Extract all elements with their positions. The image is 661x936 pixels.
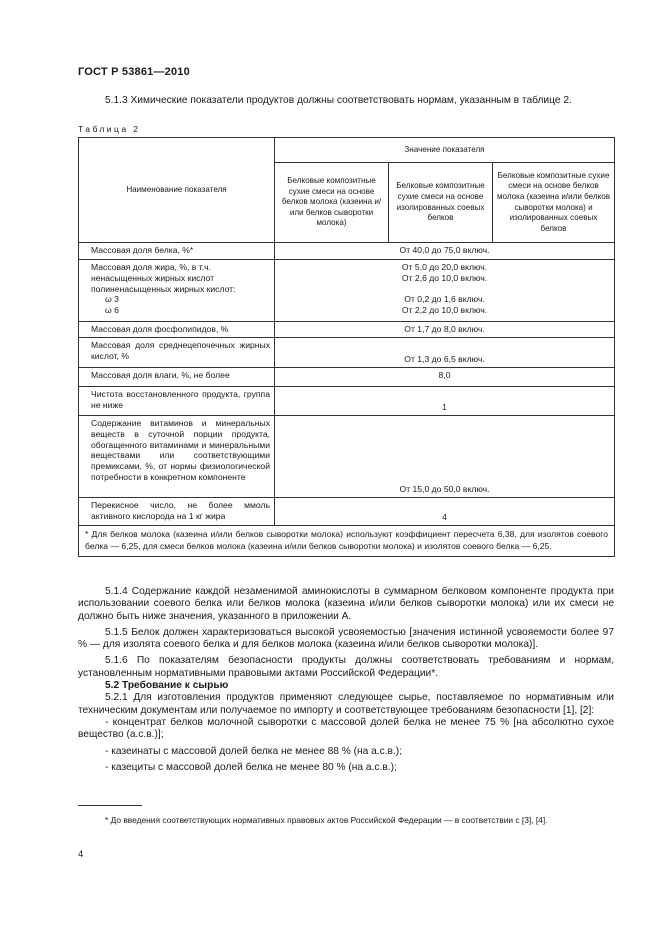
- footnote: * До введения соответствующих нормативных правовых актов Российской Федерации — в соответствии с [3], [4].: [105, 815, 548, 825]
- row-purity-label: Чистота восстановленного продукта, группа не ниже: [91, 389, 270, 410]
- row-peroxide-name: [79, 498, 275, 526]
- fat-total-value: От 5,0 до 20,0 включ.: [401, 262, 488, 272]
- table-row: [79, 368, 615, 387]
- row-purity-value: 1: [275, 387, 615, 416]
- subheader-milk-protein: Белковые композитные сухие смеси на основе белков молока (казеина и/или белков сыворотки молока): [275, 163, 389, 243]
- table-row: [79, 260, 615, 322]
- clause-5-2-1: 5.2.1 Для изготовления продуктов применяют следующее сырье, поставляемое по нормативным или техническим документам или получаемое по импорту и соответствующее требованиям безопасности [1], [2]:: [78, 692, 614, 716]
- header-indicator-name: Наименование показателя: [79, 138, 275, 243]
- list-item: - казеинаты с массовой долей белка не менее 88 % (на а.с.в.);: [105, 745, 403, 757]
- list-item: - казециты с массовой долей белка не менее 80 % (на а.с.в.);: [105, 761, 397, 773]
- header-indicator-value: Значение показателя: [275, 138, 615, 163]
- row-peroxide-label: Перекисное число, не более ммоль активного кислорода на 1 кг жира: [91, 500, 270, 521]
- row-purity-name: [79, 387, 275, 416]
- table-row: [79, 243, 615, 260]
- row-moisture-name: Массовая доля влаги, %, не более: [79, 368, 275, 387]
- table-header-row: [79, 138, 615, 163]
- list-item: - концентрат белков молочной сыворотки с массовой долей белка не менее 75 % [на абсолютно сухое вещество (а.с.в.)];: [78, 716, 614, 741]
- row-mct-value: От 1,3 до 6,5 включ.: [275, 338, 615, 368]
- row-mct-label: Массовая доля среднецепочечных жирных кислот, %: [91, 340, 270, 361]
- table-row: [79, 322, 615, 338]
- row-moisture-value: 8,0: [275, 368, 615, 387]
- row-vitamins-name: [79, 416, 275, 498]
- omega-3-value: От 0,2 до 1,6 включ.: [404, 294, 485, 305]
- subheader-mixed-protein: Белковые композитные сухие смеси на основе белков молока (казеина и/или белков сыворотки молока) и изолированных соевых белков: [493, 163, 615, 243]
- table-row: [79, 387, 615, 416]
- row-protein-value: От 40,0 до 75,0 включ.: [275, 243, 615, 260]
- table-row: [79, 416, 615, 498]
- row-phospholipids-name: Массовая доля фосфолипидов, %: [79, 322, 275, 338]
- clause-5-1-6: 5.1.6 По показателям безопасности продукты должны соответствовать требованиям и нормам, установленным нормативными правовыми актами Российской Федерации*.: [78, 655, 614, 679]
- table-note-row: [79, 526, 615, 557]
- clause-5-1-4: 5.1.4 Содержание каждой незаменимой аминокислоты в суммарном белковом компоненте продукта при использовании соевого белка или белков молока (казеина и/или белков сыворотки молока) или их смеси не должно быть ниже значения, указанного в приложении А.: [78, 586, 614, 622]
- document-header: ГОСТ Р 53861—2010: [78, 66, 190, 78]
- clause-5-1-3: 5.1.3 Химические показатели продуктов должны соответствовать нормам, указанным в таблице 2.: [105, 95, 572, 106]
- footnote-divider: [78, 805, 142, 806]
- row-phospholipids-value: От 1,7 до 8,0 включ.: [275, 322, 615, 338]
- section-5-2-heading: 5.2 Требование к сырью: [105, 680, 229, 692]
- omega-6-value: От 2,2 до 10,0 включ.: [401, 305, 488, 316]
- row-fat-name: [79, 260, 275, 322]
- subheader-soy-protein: Белковые композитные сухие смеси на основе изолированных соевых белков: [389, 163, 493, 243]
- chemical-indicators-table: [78, 137, 615, 557]
- row-fat-label: Массовая доля жира, %, в т.ч. ненасыщенных жирных кислот полиненасыщенных жирных кислот:: [91, 262, 236, 294]
- row-mct-name: [79, 338, 275, 368]
- table-caption: Таблица 2: [78, 124, 141, 134]
- table-row: [79, 338, 615, 368]
- row-fat-values: [275, 260, 615, 322]
- body-text: [78, 586, 614, 774]
- row-vitamins-label: Содержание витаминов и минеральных веществ в суточной порции продукта, обогащенного витаминами и минеральными веществами или соответствующими премиксами, %, от нормы физиологической потребности в конкретном компоненте: [91, 418, 270, 482]
- page-number: 4: [78, 849, 84, 860]
- table-row: [79, 498, 615, 526]
- clause-5-1-5: 5.1.5 Белок должен характеризоваться высокой усвояемостью [значения истинной усвояемости более 97 % — для изолята соевого белка и для белков молока (казеина и/или белков сыворотки молока)].: [78, 626, 614, 651]
- row-vitamins-value: От 15,0 до 50,0 включ.: [275, 416, 615, 498]
- table-note: * Для белков молока (казеина и/или белков сыворотки молока) используют коэффициент пересчета 6,38, для изолятов соевого белка — 6,25, для смеси белков молока (казеина и/или белков сыворотки молока) и изолятов соевого белка — 6,25.: [79, 526, 615, 557]
- omega-3-label: ω 3: [105, 294, 119, 305]
- fat-unsaturated-value: От 2,6 до 10,0 включ.: [401, 272, 488, 283]
- omega-6-label: ω 6: [105, 305, 119, 316]
- row-peroxide-value: 4: [275, 498, 615, 526]
- row-protein-name: Массовая доля белка, %*: [79, 243, 275, 260]
